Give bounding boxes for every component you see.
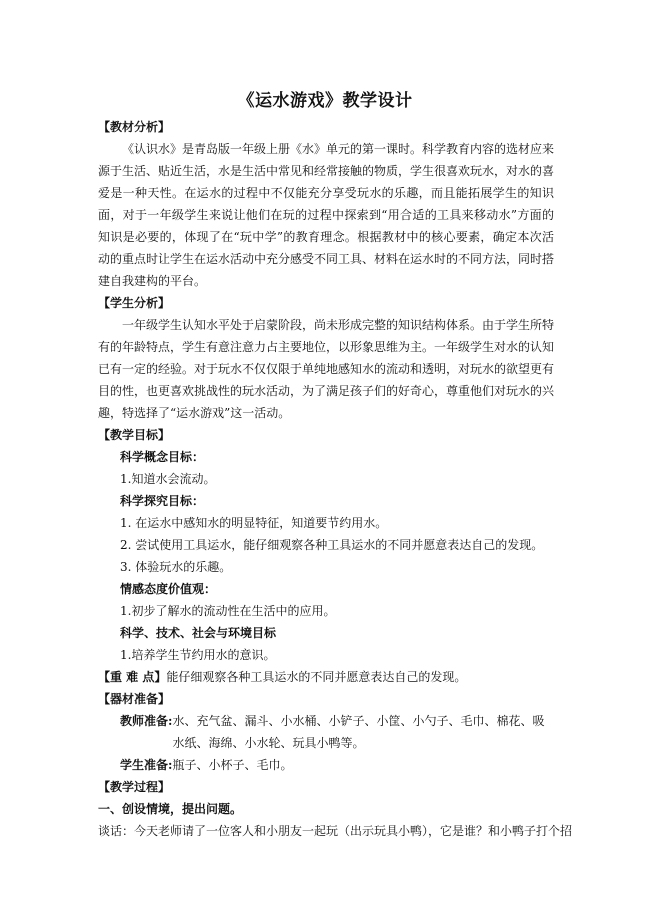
science-inquiry-item: 3. 体验玩水的乐趣。 bbox=[120, 560, 232, 574]
science-inquiry-item: 1. 在运水中感知水的明显特征，知道要节约用水。 bbox=[120, 516, 388, 530]
key-points-row bbox=[98, 666, 554, 688]
material-analysis-text: 《认识水》是青岛版一年级上册《水》单元的第一课时。科学教育内容的选材应来源于生活、贴近生活，水是生活中常见和经常接触的物质，学生很喜欢玩水，对水的喜爱是一种天性。在运水的过程中不仅能充分享受玩水的乐趣，而且能拓展学生的知识面，对于一年级学生来说让他们在玩的过程中探索到“用合适的工具来移动水”方面的知识是必要的，体现了在“玩中学”的教育理念。根据教材中的核心要素，确定本次活动的重点时让学生在运水活动中充分感受不同工具、材料在运水时的不同方法，同时搭建自我建构的平台。 bbox=[98, 142, 555, 288]
section-heading-material-analysis: 【教材分析】 bbox=[98, 120, 171, 134]
document-body bbox=[98, 116, 573, 842]
section-heading-key-points: 【重 难 点】 bbox=[98, 670, 167, 684]
science-inquiry-item: 2. 尝试使用工具运水，能仔细观察各种工具运水的不同并愿意表达自己的发现。 bbox=[120, 538, 544, 552]
science-inquiry-label: 科学探究目标： bbox=[120, 494, 205, 508]
science-concept-label: 科学概念目标： bbox=[120, 450, 205, 464]
process-dialogue: 谈话：今天老师请了一位客人和小朋友一起玩（出示玩具小鸭），它是谁？和小鸭子打个招 bbox=[98, 824, 573, 838]
section-heading-process: 【教学过程】 bbox=[98, 780, 171, 794]
student-prep-text: 瓶子、小杯子、毛巾。 bbox=[172, 758, 293, 772]
section-heading-teaching-goals: 【教学目标】 bbox=[98, 428, 171, 442]
key-points-text: 能仔细观察各种工具运水的不同并愿意表达自己的发现。 bbox=[166, 670, 467, 684]
section-heading-student-analysis: 【学生分析】 bbox=[98, 296, 171, 310]
student-analysis-text: 一年级学生认知水平处于启蒙阶段，尚未形成完整的知识结构体系。由于学生所特有的年龄特点，学生有意注意力占主要地位，以形象思维为主。一年级学生对水的认知已有一定的经验。对于玩水不仅仅限于单纯地感知水的流动和透明，对玩水的欲望更有目的性，也更喜欢挑战性的玩水活动，为了满足孩子们的好奇心，尊重他们对玩水的兴趣，特选择了“运水游戏”这一活动。 bbox=[98, 318, 555, 420]
stse-label: 科学、技术、社会与环境目标 bbox=[120, 626, 277, 640]
student-prep-label: 学生准备: bbox=[120, 758, 173, 772]
attitude-item: 1.初步了解水的流动性在生活中的应用。 bbox=[120, 604, 336, 618]
attitude-label: 情感态度价值观： bbox=[120, 582, 217, 596]
teacher-prep-text: 水、充气盆、漏斗、小水桶、小铲子、小筐、小勺子、毛巾、棉花、吸水纸、海绵、小水轮、玩具小鸭等。 bbox=[172, 714, 545, 750]
section-heading-equipment: 【器材准备】 bbox=[98, 692, 171, 706]
student-prep-row bbox=[98, 754, 554, 776]
teacher-prep-row bbox=[98, 710, 554, 754]
document-title: 《运水游戏》教学设计 bbox=[237, 91, 413, 111]
process-step-1: 一、创设情境，提出问题。 bbox=[98, 802, 243, 816]
teacher-prep-label: 教师准备: bbox=[120, 714, 173, 728]
stse-item: 1.培养学生节约用水的意识。 bbox=[120, 648, 276, 662]
science-concept-item: 1.知道水会流动。 bbox=[120, 472, 216, 486]
